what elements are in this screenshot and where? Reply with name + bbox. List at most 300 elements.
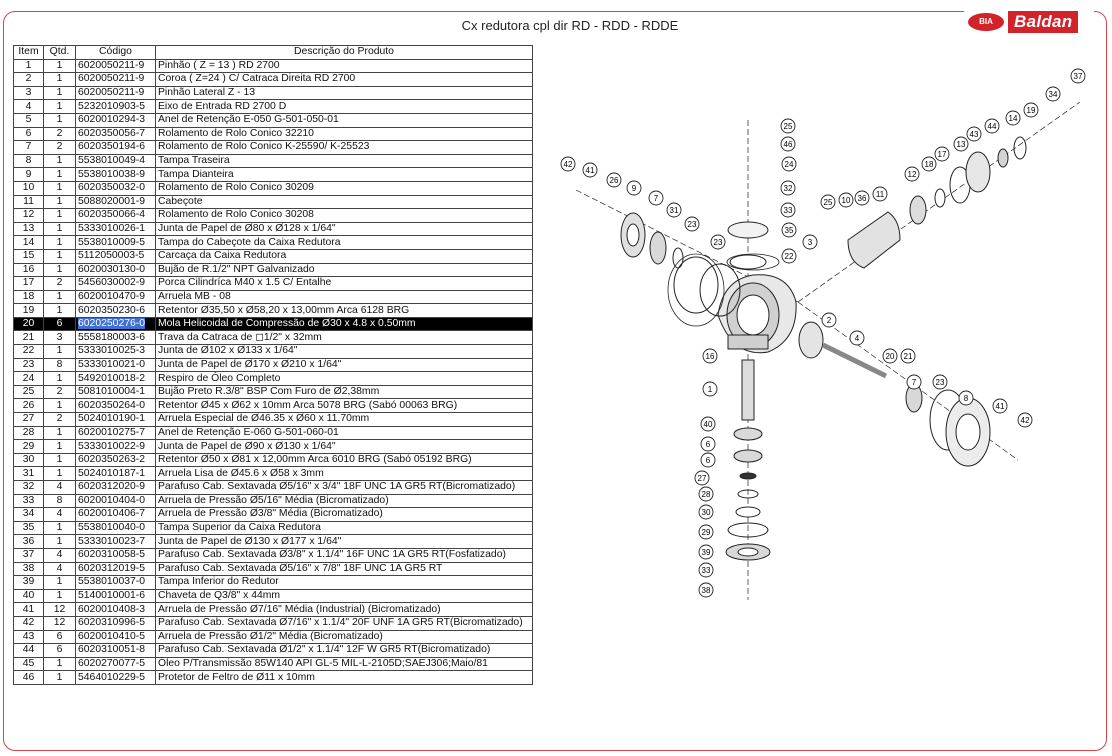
cell-qtd-text: 4 — [56, 549, 63, 561]
callout-number: 46 — [783, 140, 793, 149]
cell-item-text: 41 — [22, 603, 35, 615]
cell-item — [14, 181, 44, 195]
cell-code-text: 5456030002-9 — [78, 277, 146, 289]
cell-item — [14, 263, 44, 277]
table-row[interactable] — [14, 317, 533, 331]
callout-number: 33 — [783, 206, 793, 215]
table-row[interactable] — [14, 86, 533, 100]
cell-qtd-text: 1 — [56, 87, 63, 99]
brand-logo — [964, 10, 1094, 34]
cell-code — [76, 331, 156, 345]
callout-number: 23 — [687, 220, 697, 229]
cell-item — [14, 644, 44, 658]
cell-item-text: 14 — [22, 236, 35, 248]
cell-description-text: Trava da Catraca de ◻1/2" x 32mm — [158, 331, 322, 343]
cell-qtd-text: 1 — [56, 658, 63, 670]
header-code: Código — [76, 46, 156, 60]
callout-number: 21 — [903, 352, 913, 361]
cell-item — [14, 481, 44, 495]
cell-code — [76, 263, 156, 277]
callout-40 — [701, 417, 715, 431]
cell-description — [156, 508, 533, 522]
cell-description-text: Eixo de Entrada RD 2700 D — [158, 100, 287, 112]
cell-qtd — [44, 508, 76, 522]
cell-qtd — [44, 249, 76, 263]
cell-item — [14, 508, 44, 522]
cell-item-text: 2 — [25, 73, 32, 85]
cell-code — [76, 521, 156, 535]
table-row[interactable] — [14, 358, 533, 372]
callout-11 — [873, 187, 887, 201]
cell-code-text: 5333010022-9 — [78, 440, 146, 452]
callout-28 — [699, 487, 713, 501]
table-row[interactable] — [14, 508, 533, 522]
callout-23 — [685, 217, 699, 231]
cell-qtd — [44, 59, 76, 73]
callout-27 — [695, 471, 709, 485]
cell-code-text: 6020310996-5 — [78, 617, 146, 629]
callout-8 — [959, 391, 973, 405]
table-row[interactable] — [14, 59, 533, 73]
cell-qtd-text: 1 — [56, 114, 63, 126]
cell-qtd-text: 1 — [56, 440, 63, 452]
cell-item — [14, 277, 44, 291]
cell-qtd-text: 4 — [56, 481, 63, 493]
cell-item-text: 26 — [22, 399, 35, 411]
callout-number: 25 — [783, 122, 793, 131]
cell-qtd — [44, 304, 76, 318]
table-row[interactable] — [14, 331, 533, 345]
cell-item — [14, 100, 44, 114]
cell-qtd-text: 2 — [56, 127, 63, 139]
cell-description-text: Retentor Ø45 x Ø62 x 10mm Arca 5078 BRG (Sabó 00063 BRG) — [158, 399, 458, 411]
cell-qtd-text: 1 — [56, 304, 63, 316]
cell-qtd-text: 1 — [56, 195, 63, 207]
table-row[interactable] — [14, 589, 533, 603]
cell-qtd — [44, 385, 76, 399]
cell-item-text: 38 — [22, 562, 35, 574]
cell-item — [14, 372, 44, 386]
cell-item-text: 15 — [22, 250, 35, 262]
cell-qtd-text: 1 — [56, 168, 63, 180]
cell-item — [14, 453, 44, 467]
table-row[interactable] — [14, 249, 533, 263]
cell-code-text: 6020350032-0 — [78, 182, 146, 194]
cell-description-text: Arruela de Pressão Ø7/16" Média (Industrial) (Bicromatizado) — [158, 603, 441, 615]
callout-3 — [803, 235, 817, 249]
cell-item-text: 40 — [22, 590, 35, 602]
cell-item — [14, 671, 44, 685]
table-row[interactable] — [14, 426, 533, 440]
cell-code — [76, 548, 156, 562]
cell-qtd-text: 1 — [56, 671, 63, 683]
cell-code — [76, 535, 156, 549]
cell-code-text: 6020350264-0 — [78, 399, 146, 411]
callout-24 — [782, 157, 796, 171]
parts-table — [13, 45, 533, 685]
cell-code-text: 6020310051-8 — [78, 644, 146, 656]
callout-number: 14 — [1008, 114, 1018, 123]
cell-qtd — [44, 154, 76, 168]
cell-item-text: 30 — [22, 454, 35, 466]
cell-code — [76, 589, 156, 603]
cell-code-text: 6020010294-3 — [78, 114, 146, 126]
cell-item — [14, 222, 44, 236]
table-row[interactable] — [14, 413, 533, 427]
cell-qtd-text: 1 — [56, 263, 63, 275]
cell-description — [156, 249, 533, 263]
cell-description — [156, 467, 533, 481]
cell-qtd-text: 1 — [56, 73, 63, 85]
cell-item-text: 25 — [22, 386, 35, 398]
cell-code — [76, 481, 156, 495]
callout-39 — [699, 545, 713, 559]
table-row[interactable] — [14, 399, 533, 413]
cell-qtd — [44, 426, 76, 440]
table-row[interactable] — [14, 657, 533, 671]
cell-description-text: Rolamento de Rolo Conico 30208 — [158, 209, 314, 221]
cell-qtd-text: 2 — [56, 277, 63, 289]
cell-code-text: 5140010001-6 — [78, 590, 146, 602]
cell-item — [14, 290, 44, 304]
cell-qtd-text: 1 — [56, 345, 63, 357]
cell-item — [14, 86, 44, 100]
exploded-diagram — [548, 40, 1104, 640]
cell-item-text: 42 — [22, 617, 35, 629]
cell-code-text: 5333010023-7 — [78, 535, 146, 547]
cell-item — [14, 345, 44, 359]
callout-number: 33 — [701, 566, 711, 575]
cell-description-text: Arruela de Pressão Ø3/8" Média (Bicromatizado) — [158, 508, 383, 520]
cell-qtd — [44, 73, 76, 87]
header-description: Descrição do Produto — [156, 46, 533, 60]
cell-code-text: 6020312019-5 — [78, 562, 146, 574]
cell-item-text: 16 — [22, 263, 35, 275]
callout-number: 36 — [857, 194, 867, 203]
cell-code — [76, 304, 156, 318]
callout-36 — [855, 191, 869, 205]
table-row[interactable] — [14, 168, 533, 182]
cell-code — [76, 508, 156, 522]
cell-item-text: 18 — [22, 290, 35, 302]
cell-qtd-text: 6 — [56, 318, 63, 330]
table-row[interactable] — [14, 195, 533, 209]
cell-item-text: 36 — [22, 535, 35, 547]
table-row[interactable] — [14, 277, 533, 291]
cell-description-text: Chaveta de Q3/8" x 44mm — [158, 590, 281, 602]
cell-description — [156, 290, 533, 304]
cell-code — [76, 59, 156, 73]
cell-code — [76, 467, 156, 481]
cell-code-text: 6020010406-7 — [78, 508, 146, 520]
cell-item — [14, 113, 44, 127]
callout-14 — [1006, 111, 1020, 125]
table-row[interactable] — [14, 263, 533, 277]
cell-description-text: Junta de Ø102 x Ø133 x 1/64" — [158, 345, 298, 357]
cell-description-text: Junta de Papel de Ø90 x Ø130 x 1/64" — [158, 440, 336, 452]
cell-item — [14, 548, 44, 562]
cell-code-text: 6020050211-9 — [78, 73, 145, 85]
callout-number: 39 — [701, 548, 711, 557]
cell-description-text: Parafuso Cab. Sextavada Ø7/16" x 1.1/4" 20F UNF 1A GR5 RT(Bicromatizado) — [158, 617, 523, 629]
cell-code-text: 5492010018-2 — [78, 372, 146, 384]
cell-description — [156, 222, 533, 236]
table-row[interactable] — [14, 127, 533, 141]
cell-item-text: 13 — [22, 223, 35, 235]
cell-code-text: 5232010903-5 — [78, 100, 146, 112]
cell-item — [14, 521, 44, 535]
cell-code — [76, 154, 156, 168]
table-row[interactable] — [14, 154, 533, 168]
table-row[interactable] — [14, 385, 533, 399]
cell-code — [76, 222, 156, 236]
table-row[interactable] — [14, 372, 533, 386]
cell-description — [156, 86, 533, 100]
cell-item-text: 12 — [22, 209, 35, 221]
cell-qtd — [44, 358, 76, 372]
table-row[interactable] — [14, 345, 533, 359]
cell-description-text: Retentor Ø35,50 x Ø58,20 x 13,00mm Arca 6128 BRG — [158, 304, 410, 316]
table-row[interactable] — [14, 100, 533, 114]
cell-code-text: 6020050211-9 — [78, 87, 145, 99]
table-row[interactable] — [14, 440, 533, 454]
callout-number: 37 — [1073, 72, 1083, 81]
cell-qtd — [44, 562, 76, 576]
table-row[interactable] — [14, 576, 533, 590]
cell-description — [156, 399, 533, 413]
callout-number: 27 — [697, 474, 707, 483]
table-row[interactable] — [14, 644, 533, 658]
cell-item-text: 31 — [22, 467, 35, 479]
cell-code — [76, 141, 156, 155]
cell-code-text: 6020310058-5 — [78, 549, 146, 561]
cell-qtd-text: 1 — [56, 535, 63, 547]
cell-qtd — [44, 86, 76, 100]
cell-item-text: 39 — [22, 576, 35, 588]
table-row[interactable] — [14, 548, 533, 562]
cell-code-text: 5333010026-1 — [78, 223, 146, 235]
cell-code-text: 6020350056-7 — [78, 127, 146, 139]
cell-qtd-text: 2 — [56, 413, 63, 425]
cell-description — [156, 127, 533, 141]
cell-description — [156, 331, 533, 345]
callout-number: 38 — [701, 586, 711, 595]
table-row[interactable] — [14, 73, 533, 87]
cell-code — [76, 576, 156, 590]
cell-qtd — [44, 345, 76, 359]
callout-number: 43 — [969, 130, 979, 139]
cell-item — [14, 154, 44, 168]
cell-qtd — [44, 195, 76, 209]
cell-code-text: 6020350263-2 — [78, 454, 146, 466]
callout-17 — [935, 147, 949, 161]
table-row[interactable] — [14, 290, 533, 304]
logo-badge: BIA — [968, 13, 1004, 31]
table-row[interactable] — [14, 616, 533, 630]
callout-20 — [883, 349, 897, 363]
cell-description-text: Bujão Preto R.3/8" BSP Com Furo de Ø2,38mm — [158, 386, 380, 398]
cell-item-text: 10 — [22, 182, 35, 194]
table-row[interactable] — [14, 521, 533, 535]
cell-qtd-text: 1 — [56, 236, 63, 248]
cell-description-text: Junta de Papel de Ø130 x Ø177 x 1/64" — [158, 535, 342, 547]
cell-description-text: Arruela MB - 08 — [158, 290, 231, 302]
cell-description-text: Anel de Retenção E-050 G-501-050-01 — [158, 114, 339, 126]
cell-code — [76, 494, 156, 508]
callout-number: 30 — [701, 508, 711, 517]
cell-code-text: 5538010040-0 — [78, 522, 146, 534]
cell-code-text: 5464010229-5 — [78, 671, 146, 683]
cell-description — [156, 236, 533, 250]
callout-7 — [649, 191, 663, 205]
table-row[interactable] — [14, 481, 533, 495]
cell-qtd-text: 1 — [56, 59, 63, 71]
callout-42 — [561, 157, 575, 171]
callout-41 — [993, 399, 1007, 413]
table-row[interactable] — [14, 671, 533, 685]
cell-qtd — [44, 603, 76, 617]
cell-qtd — [44, 222, 76, 236]
cell-code-text: 5333010021-0 — [78, 358, 146, 370]
cell-qtd-text: 1 — [56, 426, 63, 438]
table-row[interactable] — [14, 603, 533, 617]
cell-description — [156, 589, 533, 603]
callout-33 — [781, 203, 795, 217]
cell-description — [156, 576, 533, 590]
cell-item-text: 7 — [25, 141, 32, 153]
cell-code-text: 6020350194-6 — [78, 141, 146, 153]
cell-description-text: Anel de Retenção E-060 G-501-060-01 — [158, 426, 339, 438]
cell-code — [76, 317, 156, 331]
callout-number: 16 — [705, 352, 715, 361]
cell-item — [14, 589, 44, 603]
cell-item — [14, 317, 44, 331]
cell-description — [156, 154, 533, 168]
cell-qtd-text: 3 — [56, 331, 63, 343]
cell-qtd-text: 1 — [56, 522, 63, 534]
cell-code-text: 6020030130-0 — [78, 263, 146, 275]
callout-number: 6 — [705, 440, 711, 449]
callout-number: 26 — [609, 176, 619, 185]
cell-description-text: Porca Cilindríca M40 x 1.5 C/ Entalhe — [158, 277, 332, 289]
cell-code — [76, 345, 156, 359]
cell-item-text: 29 — [22, 440, 35, 452]
cell-description-text: Coroa ( Z=24 ) C/ Catraca Direita RD 2700 — [158, 73, 356, 85]
cell-code-text: 6020350066-4 — [78, 209, 146, 221]
cell-qtd — [44, 440, 76, 454]
cell-item-text: 19 — [22, 304, 35, 316]
cell-code — [76, 113, 156, 127]
cell-qtd-text: 1 — [56, 250, 63, 262]
table-row[interactable] — [14, 236, 533, 250]
cell-description-text: Tampa Dianteira — [158, 168, 234, 180]
cell-item — [14, 440, 44, 454]
cell-code — [76, 168, 156, 182]
table-row[interactable] — [14, 113, 533, 127]
cell-item-text: 3 — [25, 87, 32, 99]
cell-description — [156, 73, 533, 87]
callout-number: 23 — [713, 238, 723, 247]
cell-description — [156, 141, 533, 155]
table-row[interactable] — [14, 304, 533, 318]
cell-item — [14, 399, 44, 413]
cell-qtd-text: 1 — [56, 209, 63, 221]
cell-code — [76, 100, 156, 114]
cell-qtd — [44, 277, 76, 291]
table-row[interactable] — [14, 181, 533, 195]
callout-46 — [781, 137, 795, 151]
cell-code-text: 6020270077-5 — [78, 658, 146, 670]
cell-qtd-text: 2 — [56, 141, 63, 153]
cell-code-text: 5538010037-0 — [78, 576, 146, 588]
callout-34 — [1046, 87, 1060, 101]
table-row[interactable] — [14, 141, 533, 155]
cell-description-text: Bujão de R.1/2" NPT Galvanizado — [158, 263, 315, 275]
table-row[interactable] — [14, 467, 533, 481]
cell-qtd — [44, 290, 76, 304]
table-row[interactable] — [14, 535, 533, 549]
cell-code-text: 5024010187-1 — [78, 467, 146, 479]
table-row[interactable] — [14, 453, 533, 467]
cell-qtd-text: 8 — [56, 358, 63, 370]
cell-item — [14, 73, 44, 87]
cell-code-text: 6020312020-9 — [78, 481, 146, 493]
cell-code-text: 6020050211-9 — [78, 59, 145, 71]
cell-qtd-text: 1 — [56, 467, 63, 479]
cell-item — [14, 59, 44, 73]
table-row[interactable] — [14, 209, 533, 223]
cell-code — [76, 209, 156, 223]
cell-qtd — [44, 644, 76, 658]
cell-qtd — [44, 467, 76, 481]
table-row[interactable] — [14, 630, 533, 644]
cell-item-text: 32 — [22, 481, 35, 493]
cell-qtd-text: 1 — [56, 399, 63, 411]
callout-6 — [701, 437, 715, 451]
callout-6 — [701, 453, 715, 467]
table-row[interactable] — [14, 222, 533, 236]
cell-description — [156, 209, 533, 223]
cell-item-text: 5 — [25, 114, 32, 126]
table-row[interactable] — [14, 494, 533, 508]
cell-item-text: 4 — [25, 100, 32, 112]
cell-qtd — [44, 413, 76, 427]
callout-25 — [821, 195, 835, 209]
cell-description-text: Arruela de Pressão Ø5/16" Média (Bicromatizado) — [158, 494, 389, 506]
callout-number: 6 — [705, 456, 711, 465]
table-row[interactable] — [14, 562, 533, 576]
callout-number: 7 — [911, 378, 917, 387]
callout-number: 42 — [563, 160, 573, 169]
cell-item — [14, 535, 44, 549]
callout-10 — [839, 193, 853, 207]
cell-qtd — [44, 535, 76, 549]
cell-item-text: 6 — [25, 127, 32, 139]
cell-item — [14, 358, 44, 372]
cell-qtd-text: 1 — [56, 182, 63, 194]
cell-item — [14, 426, 44, 440]
cell-code — [76, 399, 156, 413]
cell-description — [156, 494, 533, 508]
cell-description-text: Parafuso Cab. Sextavada Ø5/16" x 7/8" 18F UNC 1A GR5 RT — [158, 562, 443, 574]
cell-description — [156, 195, 533, 209]
cell-qtd-text: 1 — [56, 454, 63, 466]
cell-description — [156, 548, 533, 562]
callout-30 — [699, 505, 713, 519]
logo-brand-name: Baldan — [1008, 11, 1078, 33]
cell-qtd — [44, 589, 76, 603]
callout-number: 34 — [1048, 90, 1058, 99]
